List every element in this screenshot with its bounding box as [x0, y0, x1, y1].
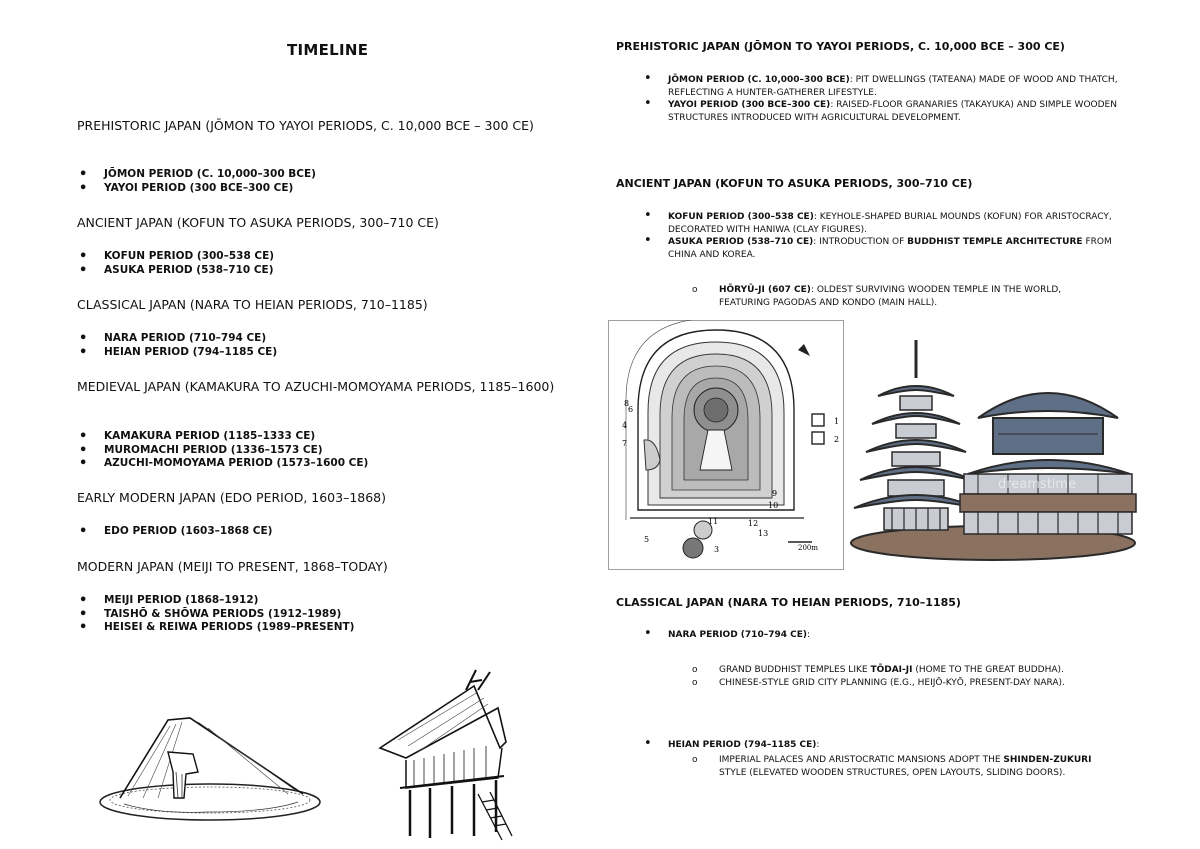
period-description: : — [807, 630, 811, 640]
period-label: JŌMON PERIOD (C. 10,000–300 BCE) — [668, 75, 850, 85]
list-item: • YAYOI PERIOD (300 BCE–300 CE) — [104, 182, 316, 196]
bullet-list-prehistoric — [104, 168, 316, 195]
right-heading-prehistoric: PREHISTORIC JAPAN (JŌMON TO YAYOI PERIODS, C. 10,000 BCE – 300 CE) — [616, 40, 1065, 53]
period-description: : INTRODUCTION OF — [813, 237, 908, 248]
period-description: : PIT DWELLINGS (TATEANA) MADE OF WOOD AND THATCH, REFLECTING A HUNTER-GATHERER LIFESTYLE. — [668, 75, 1118, 98]
watermark: dreamstime — [998, 477, 1077, 492]
right-list-ancient — [668, 211, 1128, 261]
list-item: • KAMAKURA PERIOD (1185–1333 CE) — [104, 430, 368, 444]
period-description: : KEYHOLE-SHAPED BURIAL MOUNDS (KOFUN) FOR ARISTOCRACY, DECORATED WITH HANIWA (CLAY FIGURES). — [668, 212, 1112, 235]
section-heading-prehistoric: PREHISTORIC JAPAN (JŌMON TO YAYOI PERIODS, C. 10,000 BCE – 300 CE) — [77, 118, 534, 133]
sublist-asuka — [719, 284, 1099, 309]
pit-dwelling-illustration — [98, 712, 323, 824]
map-label: 11 — [708, 517, 719, 526]
map-label: 1 — [834, 417, 840, 426]
right-list-prehistoric — [668, 74, 1128, 124]
emphasis: BUDDHIST TEMPLE ARCHITECTURE — [907, 237, 1083, 248]
bullet-list-medieval — [104, 430, 368, 471]
list-item: • MEIJI PERIOD (1868–1912) — [104, 594, 354, 608]
list-item: • MUROMACHI PERIOD (1336–1573 CE) — [104, 444, 368, 458]
sub-item-text: IMPERIAL PALACES AND ARISTOCRATIC MANSIONS ADOPT THE — [719, 755, 1004, 765]
bullet-list-classical — [104, 332, 277, 359]
right-heading-classical: CLASSICAL JAPAN (NARA TO HEIAN PERIODS, 710–1185) — [616, 596, 961, 609]
sub-item — [719, 664, 1079, 677]
pagoda-temple-illustration — [848, 338, 1138, 563]
section-heading-medieval: MEDIEVAL JAPAN (KAMAKURA TO AZUCHI-MOMOYAMA PERIODS, 1185–1600) — [77, 379, 555, 394]
list-item: • HEIAN PERIOD (794–1185 CE) — [104, 346, 277, 360]
list-item: • ASUKA PERIOD (538–710 CE) — [104, 264, 274, 278]
map-label: 6 — [628, 405, 634, 414]
emphasis: TŌDAI-JI — [870, 665, 913, 675]
sub-item-text: GRAND BUDDHIST TEMPLES LIKE — [719, 665, 871, 675]
sub-item-text: (HOME TO THE GREAT BUDDHA). — [912, 665, 1064, 675]
map-label: 5 — [644, 535, 650, 544]
kofun-plan-illustration — [608, 320, 844, 570]
list-item — [668, 74, 1128, 99]
sub-item — [719, 284, 1099, 309]
list-item — [668, 211, 1128, 236]
sublist-heian — [719, 754, 1119, 779]
list-item: • EDO PERIOD (1603–1868 CE) — [104, 525, 272, 539]
page-title: TIMELINE — [287, 41, 369, 59]
period-label: KOFUN PERIOD (300–538 CE) — [668, 212, 814, 222]
section-heading-ancient: ANCIENT JAPAN (KOFUN TO ASUKA PERIODS, 300–710 CE) — [77, 215, 439, 230]
period-description: : RAISED-FLOOR GRANARIES (TAKAYUKA) AND SIMPLE WOODEN STRUCTURES INTRODUCED WITH AGRICULTURAL DEVELOPMENT. — [668, 100, 1117, 123]
sub-item: o CHINESE-STYLE GRID CITY PLANNING (E.G., HEIJŌ-KYŌ, PRESENT-DAY NARA). — [719, 677, 1079, 690]
sub-item-text: STYLE (ELEVATED WOODEN STRUCTURES, OPEN LAYOUTS, SLIDING DOORS). — [719, 767, 1066, 778]
raised-granary-illustration — [378, 668, 518, 846]
emphasis: SHINDEN-ZUKURI — [1003, 755, 1092, 765]
map-label: 10 — [768, 501, 779, 510]
map-label: 9 — [772, 489, 778, 498]
period-description: : — [816, 740, 820, 750]
list-item: • TAISHŌ & SHŌWA PERIODS (1912–1989) — [104, 608, 354, 622]
sub-item — [719, 754, 1119, 779]
list-item — [668, 629, 1128, 642]
map-label: 13 — [758, 529, 769, 538]
list-item: • HEISEI & REIWA PERIODS (1989–PRESENT) — [104, 621, 354, 635]
section-heading-classical: CLASSICAL JAPAN (NARA TO HEIAN PERIODS, 710–1185) — [77, 297, 428, 312]
map-label: 3 — [714, 545, 720, 554]
period-label: HEIAN PERIOD (794–1185 CE) — [668, 740, 817, 750]
right-heading-ancient: ANCIENT JAPAN (KOFUN TO ASUKA PERIODS, 300–710 CE) — [616, 177, 973, 190]
section-heading-modern: MODERN JAPAN (MEIJI TO PRESENT, 1868–TODAY) — [77, 559, 388, 574]
list-item: • NARA PERIOD (710–794 CE) — [104, 332, 277, 346]
period-label: ASUKA PERIOD (538–710 CE) — [668, 237, 814, 248]
bullet-list-ancient — [104, 250, 274, 277]
list-item — [668, 236, 1128, 261]
bullet-list-early-modern — [104, 525, 272, 539]
list-item — [668, 739, 1128, 752]
period-description: FROM CHINA AND KOREA. — [668, 237, 1112, 260]
period-label: YAYOI PERIOD (300 BCE–300 CE) — [668, 100, 831, 111]
list-item: • AZUCHI-MOMOYAMA PERIOD (1573–1600 CE) — [104, 457, 368, 471]
bullet-list-modern — [104, 594, 354, 635]
sublist-nara — [719, 664, 1079, 689]
period-description: : OLDEST SURVIVING WOODEN TEMPLE IN THE WORLD, FEATURING PAGODAS AND KONDO (MAIN HALL). — [719, 285, 1062, 308]
list-item — [668, 99, 1128, 124]
list-item: • KOFUN PERIOD (300–538 CE) — [104, 250, 274, 264]
scale-label: 200m — [798, 544, 818, 552]
map-label: 8 — [624, 399, 630, 408]
map-label: 2 — [834, 435, 840, 444]
map-label: 7 — [622, 439, 628, 448]
section-heading-early-modern: EARLY MODERN JAPAN (EDO PERIOD, 1603–1868) — [77, 490, 387, 505]
right-list-nara — [668, 629, 1128, 642]
map-label: 4 — [622, 421, 628, 430]
map-label: 12 — [748, 519, 759, 528]
list-item: • JŌMON PERIOD (C. 10,000–300 BCE) — [104, 168, 316, 182]
period-label: HŌRYŪ-JI (607 CE) — [719, 285, 811, 295]
period-label: NARA PERIOD (710–794 CE) — [668, 630, 807, 640]
right-list-heian — [668, 739, 1128, 752]
